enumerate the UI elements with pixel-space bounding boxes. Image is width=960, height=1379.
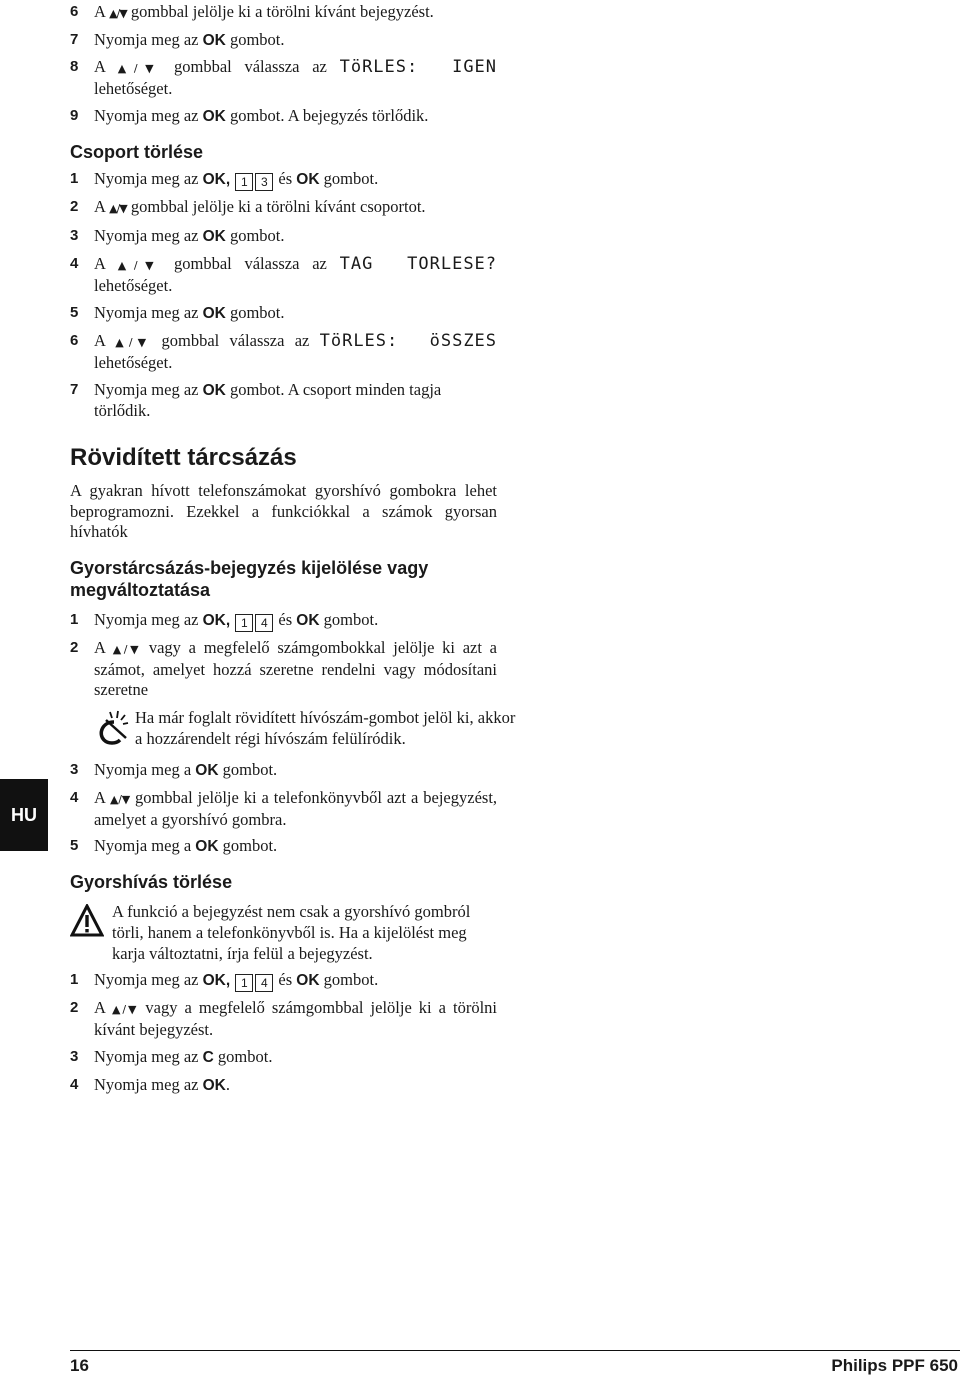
step-2: 2 A ▲/▼ gombbal jelölje ki a törölni kívánt csoportot. <box>70 197 426 216</box>
up-down-arrow-icon: ▲/▼ <box>109 793 130 806</box>
key-icon: 4 <box>255 614 273 632</box>
step-6: 6 A ▲/▼ gombbal válassza az TöRLES: öSSZES lehetőséget. <box>70 331 498 372</box>
step-8: 8 A ▲/▼ gombbal válassza az TöRLES: IGEN lehetőséget. <box>70 57 498 98</box>
up-down-arrow-icon: ▲/▼ <box>109 202 127 215</box>
up-down-arrow-icon: ▲/▼ <box>109 7 127 20</box>
section-heading-group-delete: Csoport törlése <box>70 142 204 162</box>
up-down-arrow-icon: ▲/▼ <box>117 259 162 272</box>
step-6: 6 A ▲/▼ gombbal jelölje ki a törölni kívánt bejegyzést. <box>70 2 434 21</box>
page-number: 16 <box>70 1356 89 1375</box>
key-icon: 1 <box>235 614 253 632</box>
step-3: 3 Nyomja meg az C gombot. <box>70 1047 273 1066</box>
up-down-arrow-icon: ▲/▼ <box>112 1003 139 1016</box>
section-heading-delete-speed: Gyorshívás törlése <box>70 872 233 892</box>
tip-icon <box>92 708 132 748</box>
lcd-text: TöRLES: IGEN <box>339 57 498 77</box>
key-icon: 1 <box>235 974 253 992</box>
up-down-arrow-icon: ▲/▼ <box>112 643 142 656</box>
step-4: 4 Nyomja meg az OK. <box>70 1075 230 1094</box>
up-down-arrow-icon: ▲/▼ <box>117 62 162 75</box>
step-1: 1 Nyomja meg az OK, 1 4 és OK gombot. <box>70 970 379 990</box>
product-name: Philips PPF 650 <box>831 1356 958 1375</box>
intro-paragraph: A gyakran hívott telefonszámokat gyorshívó gombokra lehet beprogramozni. Ezekkel a funkciókkal a számok gyorsan hívhatók <box>70 481 497 541</box>
step-3: 3 Nyomja meg a OK gombot. <box>70 760 278 779</box>
key-icon: 1 <box>235 173 253 191</box>
step-2: 2 A ▲/▼ vagy a megfelelő számgombokkal jelölje ki azt a számot, amelyet hozzá szeretne rendelni vagy módosítani szeretne <box>70 638 498 699</box>
step-3: 3 Nyomja meg az OK gombot. <box>70 226 285 245</box>
step-1: 1 Nyomja meg az OK, 1 4 és OK gombot. <box>70 610 379 630</box>
step-4: 4 A ▲/▼ gombbal jelölje ki a telefonkönyvből azt a bejegyzést, amelyet a gyorshívó gombra. <box>70 788 498 829</box>
warning-text: A funkció a bejegyzést nem csak a gyorshívó gombról törli, hanem a telefonkönyvből is. Ha a kijelölést meg karja változtatni, írja felül a bejegyzést. <box>112 902 471 963</box>
step-9: 9 Nyomja meg az OK gombot. A bejegyzés törlődik. <box>70 106 429 125</box>
step-4: 4 A ▲/▼ gombbal válassza az TAG TORLESE? lehetőséget. <box>70 254 498 295</box>
footer-divider <box>70 1350 960 1351</box>
chapter-heading: Rövidített tárcsázás <box>70 444 297 471</box>
step-7: 7 Nyomja meg az OK gombot. <box>70 30 285 49</box>
key-icon: 3 <box>255 173 273 191</box>
lcd-text: TAG TORLESE? <box>339 254 498 274</box>
key-icon: 4 <box>255 974 273 992</box>
up-down-arrow-icon: ▲/▼ <box>115 336 152 349</box>
step-number: 6 <box>70 3 79 20</box>
step-1: 1 Nyomja meg az OK, 1 3 és OK gombot. <box>70 169 379 189</box>
section-heading-assign: Gyorstárcsázás-bejegyzés kijelölése vagy megváltoztatása <box>70 558 429 600</box>
warning-icon <box>70 904 104 938</box>
language-tab: HU <box>0 779 48 851</box>
lcd-text: TöRLES: öSSZES <box>319 331 498 351</box>
step-7: 7 Nyomja meg az OK gombot. A csoport minden tagja törlődik. <box>70 380 442 420</box>
tip-text: Ha már foglalt rövidített hívószám-gombot jelöl ki, akkor a hozzárendelt régi hívószám felülíródik. <box>135 708 516 748</box>
step-5: 5 Nyomja meg az OK gombot. <box>70 303 285 322</box>
step-2: 2 A ▲/▼ vagy a megfelelő számgombbal jelölje ki a törölni kívánt bejegyzést. <box>70 998 498 1039</box>
step-5: 5 Nyomja meg a OK gombot. <box>70 836 278 855</box>
